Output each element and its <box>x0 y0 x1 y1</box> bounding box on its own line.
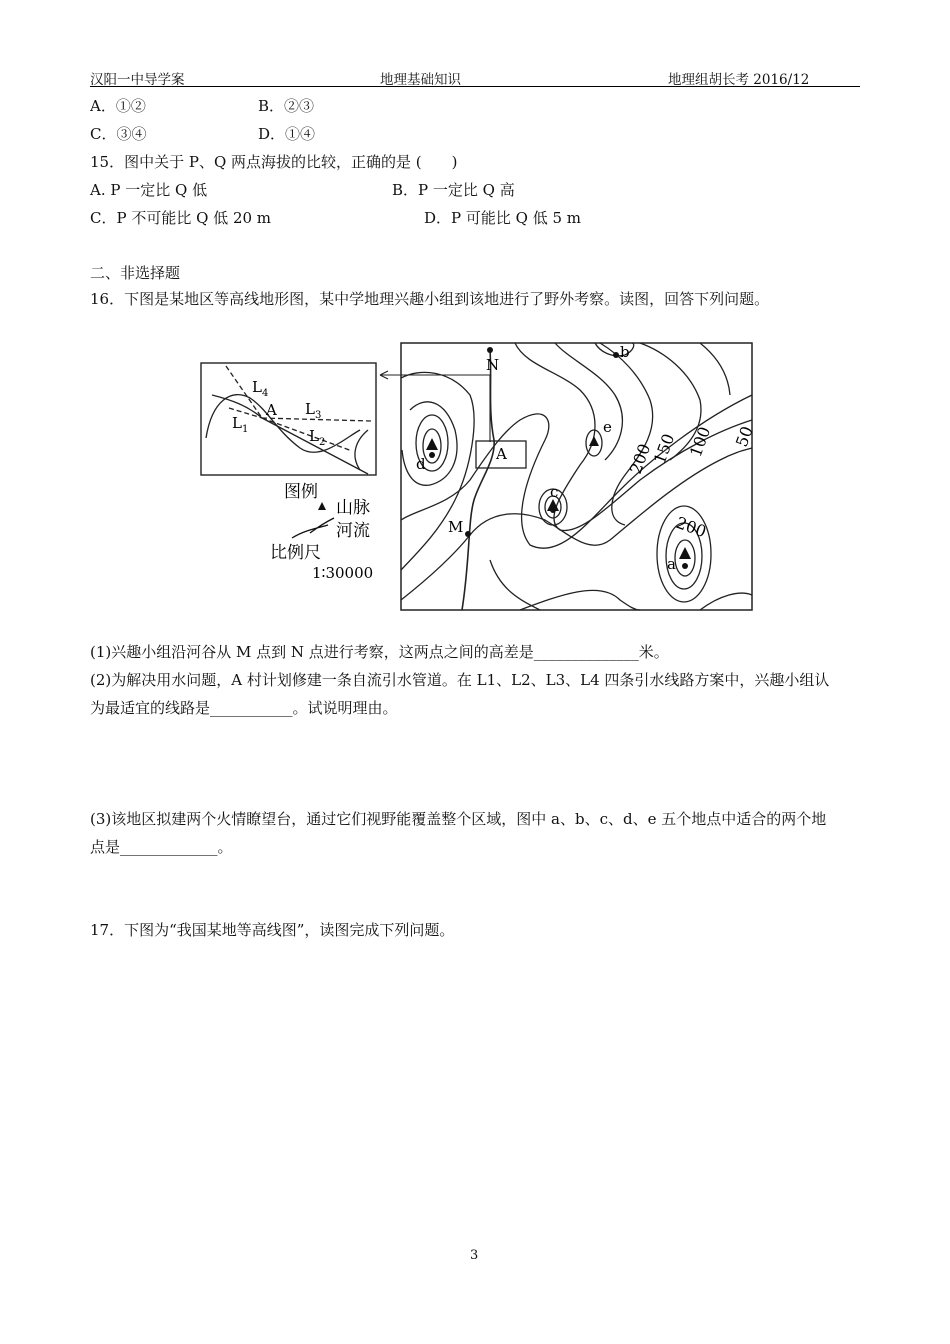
q14-option-b: B．②③ <box>258 97 315 115</box>
map-label-e: e <box>603 418 612 436</box>
inset-label-l3: $L_3$ <box>305 400 322 421</box>
q16-sub3-line2: 点是_____________。 <box>90 838 233 856</box>
map-label-c: c <box>550 483 559 501</box>
q14-option-c: C．③④ <box>90 125 147 143</box>
inset-label-l2: $L_2$ <box>309 427 326 448</box>
legend-title: 图例 <box>284 482 318 502</box>
contour-label-200: 200 <box>625 441 655 477</box>
inset-contour-2 <box>355 430 368 470</box>
q14-option-d: D．①④ <box>258 125 316 143</box>
inset-label-a: A <box>266 401 277 419</box>
map-label-d: d <box>416 455 426 473</box>
inset-line-l2 <box>262 418 352 451</box>
q16-stem: 16．下图是某地区等高线地形图，某中学地理兴趣小组到该地进行了野外考察。读图，回答下列问题。 <box>90 290 770 308</box>
header-right: 地理组胡长考 2016/12 <box>668 72 810 88</box>
river-icon <box>292 518 334 538</box>
scale-value: 1∶30000 <box>312 564 374 582</box>
contour-label-150: 150 <box>649 431 679 467</box>
mountain-icon <box>318 502 326 510</box>
q15-stem: 15．图中关于 P、Q 两点海拔的比较，正确的是 ( ) <box>90 153 458 171</box>
q15-option-b: B．P 一定比 Q 高 <box>392 181 515 199</box>
q16-sub3-line1: (3)该地区拟建两个火情瞭望台，通过它们视野能覆盖整个区域，图中 a、b、c、d、e 五个地点中适合的两个地 <box>90 810 827 828</box>
inset-label-l1: $L_1$ <box>232 414 249 435</box>
map-label-a: A <box>496 445 507 463</box>
legend-river: 河流 <box>336 521 370 541</box>
river <box>462 350 494 610</box>
page-number: 3 <box>470 1248 479 1263</box>
contour-label-200b: 200 <box>673 512 709 542</box>
section-title: 二、非选择题 <box>90 264 181 282</box>
map-label-n: N <box>486 356 500 374</box>
header-center: 地理基础知识 <box>380 72 461 88</box>
q16-sub2-line2: 为最适宜的线路是___________。试说明理由。 <box>90 699 398 717</box>
map-label-b: b <box>620 343 630 361</box>
inset-river <box>206 395 360 453</box>
inset-label-l4: $L_4$ <box>252 378 269 399</box>
q14-option-a: A．①② <box>90 97 146 115</box>
map-label-m: M <box>448 518 464 536</box>
q15-option-a: A. P 一定比 Q 低 <box>90 181 208 199</box>
header-left: 汉阳一中导学案 <box>90 72 185 88</box>
header-rule <box>90 86 860 87</box>
legend-mountain: 山脉 <box>336 498 370 518</box>
q15-option-d: D．P 可能比 Q 低 5 m <box>424 209 582 227</box>
q16-sub2-line1: (2)为解决用水问题，A 村计划修建一条自流引水管道。在 L1、L2、L3、L4 四条引水线路方案中，兴趣小组认 <box>90 671 830 689</box>
contour-label-100: 100 <box>685 424 715 460</box>
map-label-a-point: a <box>667 555 676 573</box>
contour-label-50: 50 <box>731 423 757 450</box>
q17-stem: 17．下图为“我国某地等高线图”，读图完成下列问题。 <box>90 921 455 939</box>
q15-option-c: C．P 不可能比 Q 低 20 m <box>90 209 272 227</box>
scale-title: 比例尺 <box>270 543 321 563</box>
contour-figure <box>195 335 760 620</box>
map-frame <box>401 343 752 610</box>
q16-sub1: (1)兴趣小组沿河谷从 M 点到 N 点进行考察，这两点之间的高差是______________米。 <box>90 643 669 661</box>
